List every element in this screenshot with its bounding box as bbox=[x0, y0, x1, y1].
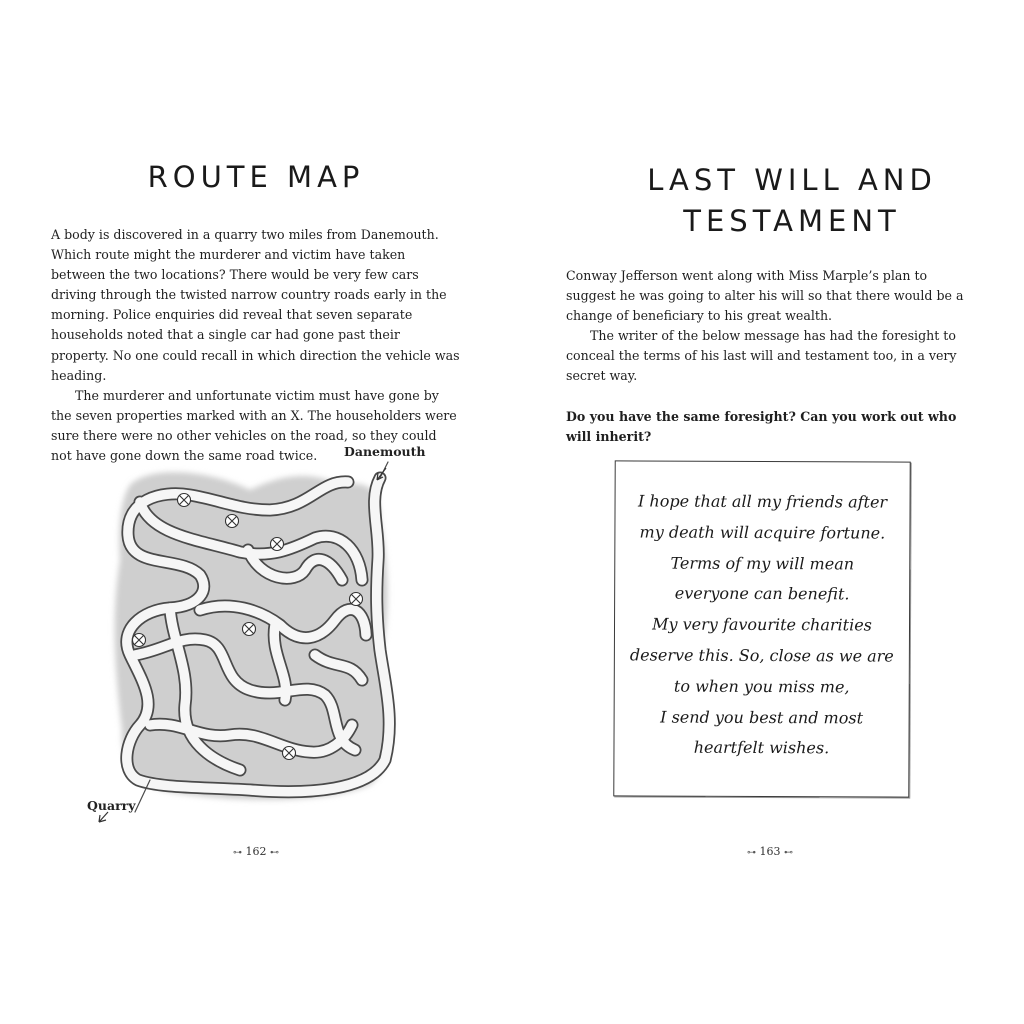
ornament-icon: ⊷ bbox=[270, 848, 279, 858]
page-number-value: 162 bbox=[245, 845, 267, 858]
x-marker-icon bbox=[350, 593, 363, 606]
x-marker-icon bbox=[133, 634, 146, 647]
note-line: My very favourite charities bbox=[652, 614, 872, 635]
note-line: I hope that all my friends after bbox=[637, 491, 888, 512]
ornament-icon: ⊷ bbox=[784, 848, 793, 858]
page-number-value: 163 bbox=[759, 845, 781, 858]
x-marker-icon bbox=[283, 747, 296, 760]
x-marker-icon bbox=[226, 515, 239, 528]
title-line: LAST WILL AND bbox=[647, 163, 937, 197]
puzzle-question: Do you have the same foresight? Can you work out who will inherit? bbox=[566, 408, 957, 444]
x-marker-icon bbox=[271, 538, 284, 551]
page-title bbox=[560, 160, 1024, 242]
puzzle-description bbox=[566, 266, 976, 447]
note-line: deserve this. So, close as we are bbox=[629, 645, 894, 666]
note-line: I send you best and most bbox=[660, 707, 864, 728]
paragraph: Conway Jefferson went along with Miss Marple’s plan to suggest he was going to alter his will so that there would be a change of beneficiary to his great wealth. bbox=[566, 268, 964, 324]
note-line: to when you miss me, bbox=[673, 676, 850, 697]
handwritten-message bbox=[614, 461, 909, 764]
paragraph: A body is discovered in a quarry two miles from Danemouth. Which route might the murderer and victim have taken between the two locations? There would be very few cars driving through the twisted narrow country roads early in the morning. Police enquiries did reveal that seven separate households noted that a single car had gone past their property. No one could recall in which direction the vehicle was heading. bbox=[51, 227, 460, 383]
page-number bbox=[196, 845, 316, 858]
puzzle-description bbox=[51, 225, 461, 466]
page-number bbox=[710, 845, 830, 858]
will-note bbox=[613, 460, 910, 797]
route-map bbox=[80, 440, 440, 830]
paragraph: The murderer and unfortunate victim must have gone by the seven properties marked with an X. The householders were sure there were no other vehicles on the road, so they could not have gone down the same road twice. bbox=[51, 387, 457, 464]
paragraph: The writer of the below message has had the foresight to conceal the terms of his last will and testament too, in a very secret way. bbox=[566, 328, 957, 384]
page-title: ROUTE MAP bbox=[147, 160, 365, 194]
note-line: Terms of my will mean bbox=[670, 553, 855, 573]
title-line: TESTAMENT bbox=[683, 204, 901, 238]
ornament-icon: ⊶ bbox=[747, 848, 756, 858]
x-marker-icon bbox=[243, 623, 256, 636]
note-line: my death will acquire fortune. bbox=[639, 522, 886, 543]
maze-illustration bbox=[80, 440, 440, 830]
note-line: heartfelt wishes. bbox=[693, 738, 830, 758]
x-marker-icon bbox=[178, 494, 191, 507]
quarry-label: Quarry bbox=[87, 798, 136, 813]
note-line: everyone can benefit. bbox=[674, 584, 850, 604]
right-page bbox=[512, 0, 1024, 1024]
danemouth-label: Danemouth bbox=[344, 444, 426, 459]
ornament-icon: ⊶ bbox=[233, 848, 242, 858]
